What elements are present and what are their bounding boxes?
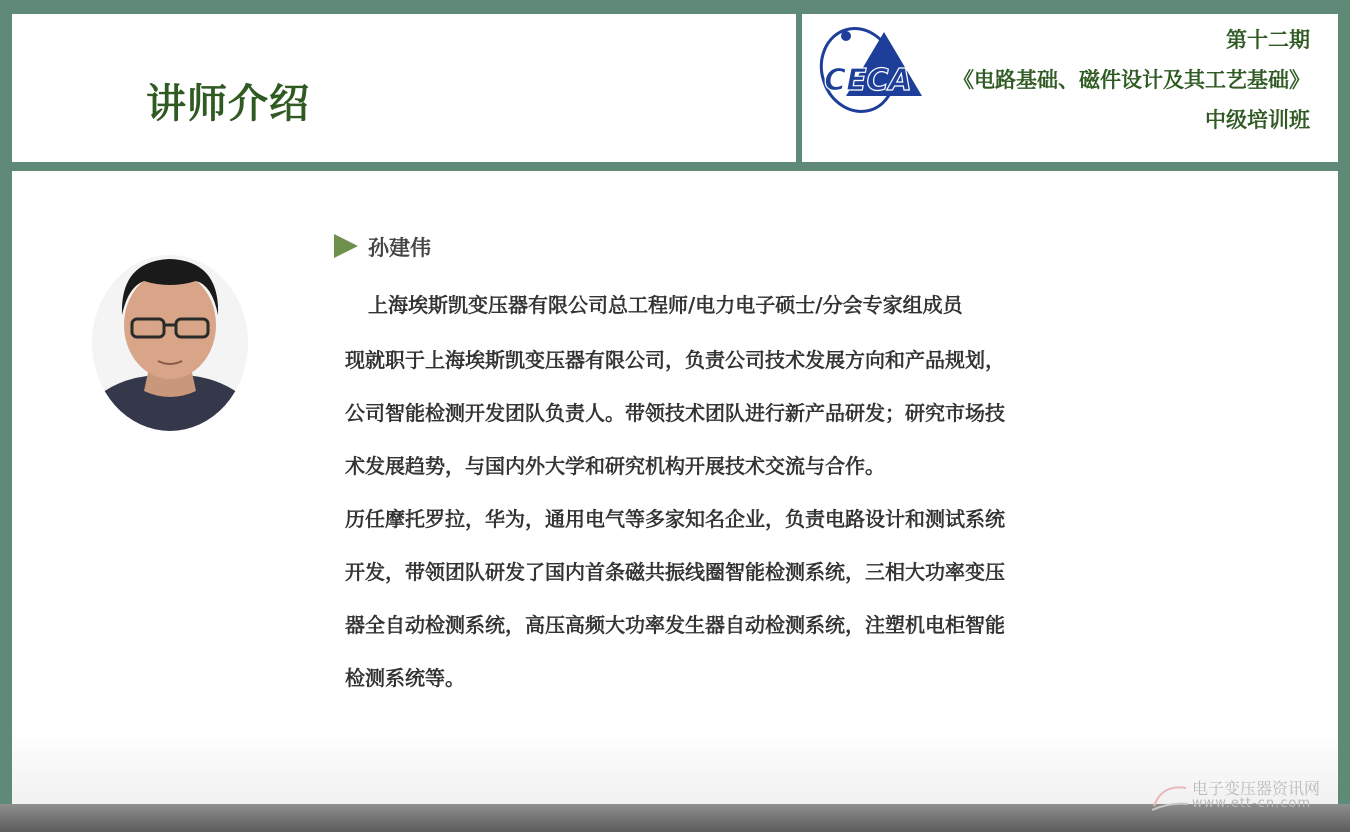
bio-line: 器全自动检测系统，高压高频大功率发生器自动检测系统，注塑机电柜智能 [345, 613, 1005, 637]
watermark-url: www.ett-cn.com [1192, 796, 1312, 811]
ceca-logo [810, 24, 926, 116]
bio-line: 公司智能检测开发团队负责人。带领技术团队进行新产品研发；研究市场技 [345, 401, 1005, 425]
course-name: 《电路基础、磁件设计及其工艺基础》 [953, 68, 1310, 92]
title-panel [12, 14, 796, 162]
watermark-site-name: 电子变压器资讯网 [1192, 779, 1321, 798]
bio-line: 术发展趋势，与国内外大学和研究机构开展技术交流与合作。 [345, 454, 885, 478]
bio-paragraph-2 [345, 493, 1155, 705]
lecturer-name: 孙建伟 [368, 236, 431, 260]
course-level: 中级培训班 [1205, 108, 1310, 132]
bio-line: 检测系统等。 [345, 666, 465, 690]
site-watermark [1148, 774, 1342, 820]
svg-text:CECA: CECA [824, 63, 912, 98]
bio-line: 历任摩托罗拉，华为，通用电气等多家知名企业，负责电路设计和测试系统 [345, 507, 1005, 531]
bullet-triangle-icon [334, 234, 358, 258]
bio-paragraph-1 [345, 334, 1155, 493]
lecturer-photo [92, 223, 248, 431]
course-issue: 第十二期 [1226, 28, 1310, 52]
bio-line: 开发，带领团队研发了国内首条磁共振线圈智能检测系统，三相大功率变压 [345, 560, 1005, 584]
brand-panel [802, 14, 1338, 162]
watermark-logo-icon [1148, 780, 1192, 814]
page-title: 讲师介绍 [146, 81, 310, 127]
bio-line: 现就职于上海埃斯凯变压器有限公司，负责公司技术发展方向和产品规划， [345, 348, 1005, 372]
lecturer-role: 上海埃斯凯变压器有限公司总工程师/电力电子硕士/分会专家组成员 [368, 293, 963, 317]
content-panel [12, 171, 1338, 804]
